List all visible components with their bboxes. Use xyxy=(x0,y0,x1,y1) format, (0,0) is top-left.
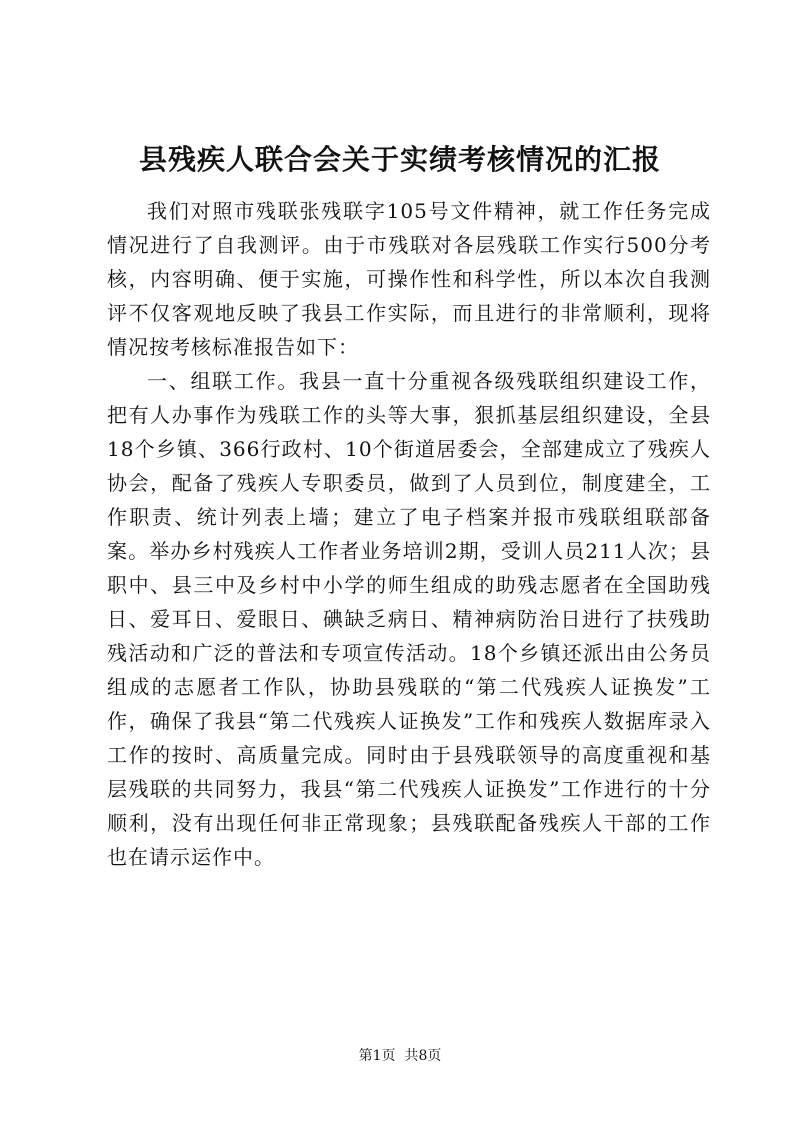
paragraph-section-1: 一、组联工作。我县一直十分重视各级残联组织建设工作，把有人办事作为残联工作的头等大事，狠抓基层组织建设，全县18个乡镇、366行政村、10个街道居委会，全部建成立了残疾人协会，配备了残疾人专职委员，做到了人员到位，制度建全，工作职责、统计列表上墙；建立了电子档案并报市残联组联部备案。举办乡村残疾人工作者业务培训2期，受训人员211人次；县职中、县三中及乡村中小学的师生组成的助残志愿者在全国助残日、爱耳日、爱眼日、碘缺乏病日、精神病防治日进行了扶残助残活动和广泛的普法和专项宣传活动。18个乡镇还派出由公务员组成的志愿者工作队，协助县残联的“第二代残疾人证换发”工作，确保了我县“第二代残疾人证换发”工作和残疾人数据库录入工作的按时、高质量完成。同时由于县残联领导的高度重视和基层残联的共同努力，我县“第二代残疾人证换发”工作进行的十分顺利，没有出现任何非正常现象；县残联配备残疾人干部的工作也在请示运作中。 xyxy=(107,369,711,869)
page-number: 第1页 xyxy=(358,1048,396,1064)
document-body xyxy=(107,194,711,874)
document-title: 县残疾人联合会关于实绩考核情况的汇报 xyxy=(138,143,661,176)
page-total: 共8页 xyxy=(404,1048,442,1064)
paragraph-intro: 我们对照市残联张残联字105号文件精神，就工作任务完成情况进行了自我测评。由于市残联对各层残联工作实行500分考核，内容明确、便于实施，可操作性和科学性，所以本次自我测评不仅客观地反映了我县工作实际，而且进行的非常顺利，现将情况按考核标准报告如下： xyxy=(107,199,711,359)
page-footer xyxy=(0,1046,800,1066)
